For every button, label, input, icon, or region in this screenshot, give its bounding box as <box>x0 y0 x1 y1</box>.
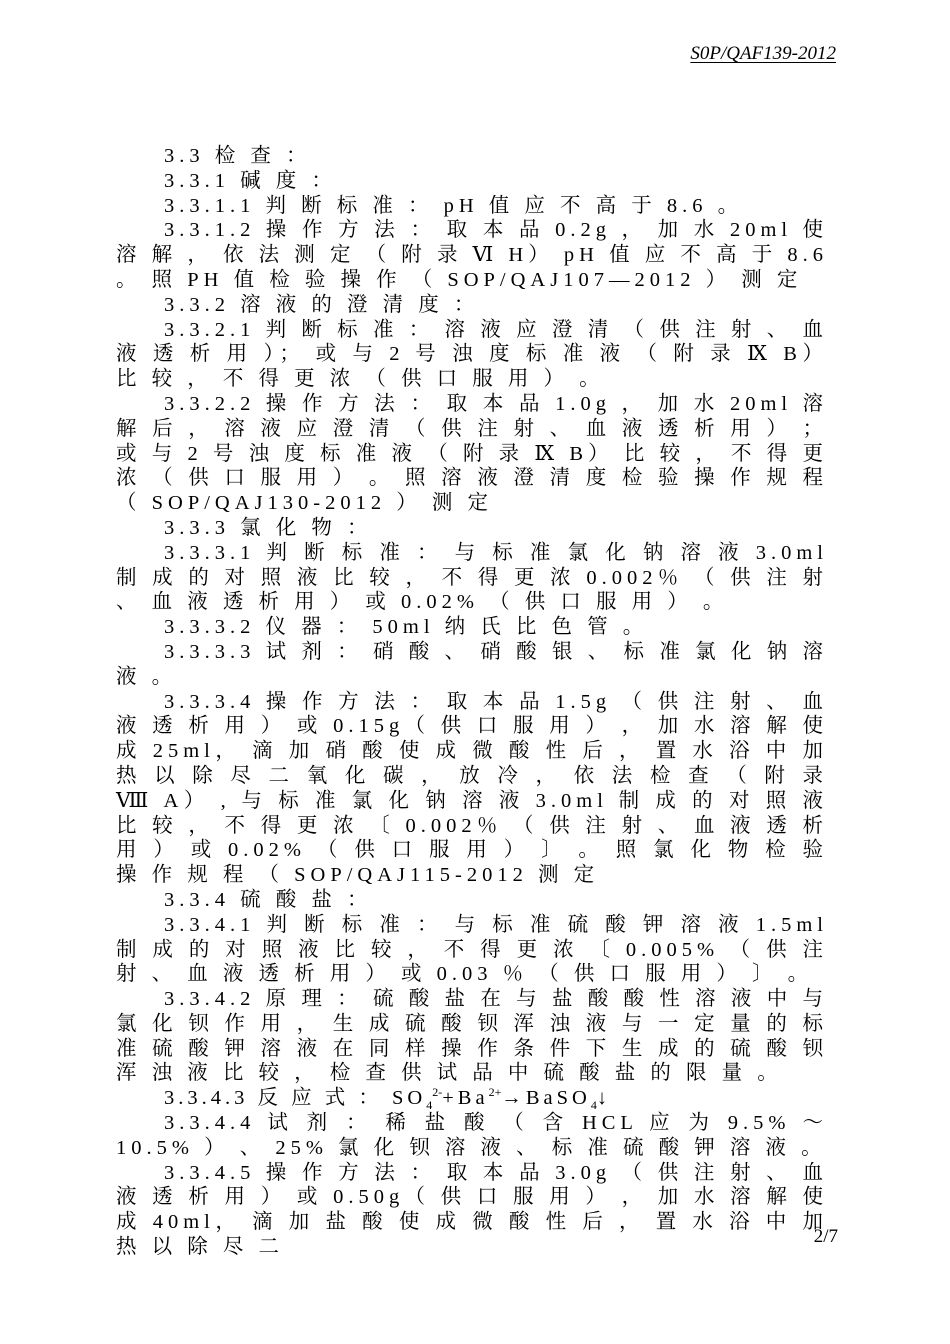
document-code-header: S0P/QAF139-2012 <box>690 43 836 64</box>
section-heading-3-3-4: 3.3.4 硫 酸 盐 ： <box>164 888 373 911</box>
document-body <box>116 144 828 1260</box>
barium-sulfate-product: →BaSO <box>501 1087 591 1110</box>
paragraph-3-3-3-4: 3.3.3.4 操 作 方 法 ： 取 本 品 1.5g （ 供 注 射 、 血 液 透 析 用 ） 或 0.15g（ 供 口 服 用 ） ， 加 水 溶 解 使 成 25ml， 滴 加 硝 酸 使 成 微 酸 性 后 ， 置 水 浴 中 加 热 以 除 尽 二 氧 化 碳 ， 放 冷 ， 依 法 检 查 （ 附 录 Ⅷ A） , 与 标 准 氯 化 钠 溶 液 3.0ml 制 成 的 对 照 液 比 较 ， 不 得 更 浓 〔 0.002％ （ 供 注 射 、 血 液 透 析 用 ） 或 0.02% （ 供 口 服 用 ） 〕 。 照 氯 化 物 检 验 操 作 规 程 （ SOP/QAJ115-2012 测 定 <box>116 690 828 887</box>
page-number: 2/7 <box>813 1226 838 1247</box>
sulfate-ion: SO <box>392 1087 427 1110</box>
section-heading-3-3-3: 3.3.3 氯 化 物 ： <box>164 516 373 539</box>
barium-charge: 2+ <box>488 1085 502 1100</box>
paragraph-3-3-3-2: 3.3.3.2 仪 器 ： 50ml 纳 氏 比 色 管 。 <box>164 616 649 639</box>
section-heading-3-3-1: 3.3.1 碱 度 ： <box>164 169 337 192</box>
reaction-label: 3.3.4.3 反 应 式 ： <box>164 1087 383 1110</box>
paragraph-3-3-4-2: 3.3.4.2 原 理 ： 硫 酸 盐 在 与 盐 酸 酸 性 溶 液 中 与 氯 化 钡 作 用 ， 生 成 硫 酸 钡 浑 浊 液 与 一 定 量 的 标 准 硫 酸 钾 溶 液 在 同 样 操 作 条 件 下 生 成 的 硫 酸 钡 浑 浊 液 比 较 ， 检 查 供 试 品 中 硫 酸 盐 的 限 量 。 <box>116 988 828 1085</box>
barium-ion: +Ba <box>442 1087 489 1110</box>
sulfate-charge: 2- <box>432 1085 443 1100</box>
section-heading-3-3: 3.3 检 查 ： <box>164 145 312 167</box>
paragraph-3-3-1-1: 3.3.1.1 判 断 标 准 ： pH 值 应 不 高 于 8.6 。 <box>164 194 744 217</box>
paragraph-3-3-1-2: 3.3.1.2 操 作 方 法 ： 取 本 品 0.2g ， 加 水 20ml 使 溶 解 ， 依 法 测 定 （ 附 录 Ⅵ H） pH 值 应 不 高 于 8.6 。 照 PH 值 检 验 操 作 （ SOP/QAJ107—2012 ） 测 定 <box>116 219 828 291</box>
section-heading-3-3-2: 3.3.2 溶 液 的 澄 清 度 ： <box>164 293 480 316</box>
product-subscript: 4 <box>590 1098 597 1113</box>
paragraph-3-3-4-4: 3.3.4.4 试 剂 ： 稀 盐 酸 （ 含 HCL 应 为 9.5% ～ 10.5% ） 、 25% 氯 化 钡 溶 液 、 标 准 硫 酸 钾 溶 液 。 <box>116 1112 828 1159</box>
paragraph-3-3-4-1: 3.3.4.1 判 断 标 准 ： 与 标 准 硫 酸 钾 溶 液 1.5ml 制 成 的 对 照 液 比 较 ， 不 得 更 浓 〔 0.005% （ 供 注 射 、 血 液 透 析 用 ） 或 0.03 ％ （ 供 口 服 用 ） 〕 。 <box>116 913 828 986</box>
paragraph-3-3-2-2: 3.3.2.2 操 作 方 法 ： 取 本 品 1.0g ， 加 水 20ml 溶 解 后 ， 溶 液 应 澄 清 （ 供 注 射 、 血 液 透 析 用 ） ； 或 与 2 号 浊 度 标 准 液 （ 附 录 Ⅸ B） 比 较 ， 不 得 更 浓 （ 供 口 服 用 ） 。 照 溶 液 澄 清 度 检 验 操 作 规 程 （ SOP/QAJ130-2012 ） 测 定 <box>116 392 828 515</box>
precipitate-arrow-icon: ↓ <box>596 1087 612 1110</box>
paragraph-3-3-4-5: 3.3.4.5 操 作 方 法 ： 取 本 品 3.0g （ 供 注 射 、 血 液 透 析 用 ） 或 0.50g（ 供 口 服 用 ） ， 加 水 溶 解 使 成 40ml， 滴 加 盐 酸 使 成 微 酸 性 后 ， 置 水 浴 中 加 热 以 除 尽 二 <box>116 1161 828 1259</box>
paragraph-3-3-3-3: 3.3.3.3 试 剂 ： 硝 酸 、 硝 酸 银 、 标 准 氯 化 钠 溶 液 。 <box>116 640 828 688</box>
sulfate-subscript: 4 <box>426 1098 433 1113</box>
reaction-equation <box>116 1086 828 1111</box>
paragraph-3-3-2-1: 3.3.2.1 判 断 标 准 ： 溶 液 应 澄 清 （ 供 注 射 、 血 液 透 析 用 ）； 或 与 2 号 浊 度 标 准 液 （ 附 录 Ⅸ B） 比 较 ， 不 得 更 浓 （ 供 口 服 用 ） 。 <box>116 318 828 391</box>
paragraph-3-3-3-1: 3.3.3.1 判 断 标 准 ： 与 标 准 氯 化 钠 溶 液 3.0ml 制 成 的 对 照 液 比 较 ， 不 得 更 浓 0.002％ （ 供 注 射 、 血 液 透 析 用 ） 或 0.02% （ 供 口 服 用 ） 。 <box>116 541 828 614</box>
